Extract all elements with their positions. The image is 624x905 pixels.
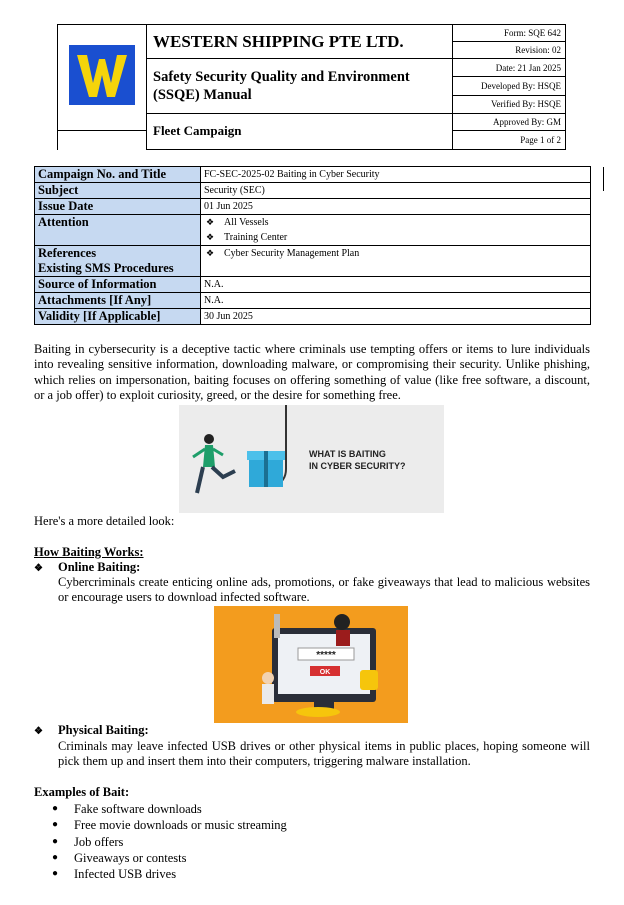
document-header (57, 24, 566, 150)
list-item: ● Free movie downloads or music streaming (52, 818, 287, 833)
subject-label: Subject (35, 183, 201, 199)
attention-label: Attention (35, 215, 201, 246)
detailed-look-text: Here's a more detailed look: (34, 514, 175, 528)
examples-heading: Examples of Bait: (34, 785, 130, 799)
list-item: ● Infected USB drives (52, 867, 177, 882)
bullet-icon: ● (52, 835, 59, 847)
online-baiting-title: ❖ Online Baiting: (34, 560, 141, 574)
list-item: ❖ Cyber Security Management Plan (206, 248, 360, 259)
baiting-illustration (179, 405, 444, 513)
campaign-value: FC-SEC-2025-02 Baiting in Cyber Security (201, 167, 591, 183)
approved-by: Approved By: GM (453, 113, 566, 130)
company-name: WESTERN SHIPPING PTE LTD. (147, 25, 453, 59)
physical-baiting-title: ❖ Physical Baiting: (34, 723, 149, 737)
list-item: ● Job offers (52, 834, 124, 849)
attention-values (201, 215, 591, 246)
image2-ok: OK (319, 669, 331, 676)
references-label-text: References (38, 246, 97, 260)
diamond-bullet-icon: ❖ (206, 232, 215, 242)
attachments-value: N.A. (201, 293, 591, 309)
validity-value: 30 Jun 2025 (201, 309, 591, 325)
campaign-label: Campaign No. and Title (35, 167, 201, 183)
doc-date: Date: 21 Jan 2025 (453, 59, 566, 77)
examples-list (52, 801, 287, 882)
list-item: ❖ Training Center (206, 232, 288, 243)
attachments-label: Attachments [If Any] (35, 293, 201, 309)
diamond-bullet-icon: ❖ (34, 563, 43, 574)
manual-title: Safety Security Quality and Environment (SSQE) Manual (147, 59, 453, 113)
page-number: Page 1 of 2 (453, 130, 566, 149)
how-baiting-heading: How Baiting Works: (34, 545, 144, 559)
references-values (201, 246, 591, 277)
image1-line1: WHAT IS BAITING (309, 449, 386, 459)
image1-line2: IN CYBER SECURITY? (309, 461, 406, 471)
sms-label-text: Existing SMS Procedures (38, 261, 174, 275)
issue-date-value: 01 Jun 2025 (201, 199, 591, 215)
developed-by: Developed By: HSQE (453, 77, 566, 95)
diamond-bullet-icon: ❖ (206, 217, 215, 227)
revision: Revision: 02 (453, 42, 566, 59)
verified-by: Verified By: HSQE (453, 95, 566, 113)
validity-label: Validity [If Applicable] (35, 309, 201, 325)
image2-password: ***** (316, 650, 336, 661)
list-item: ❖ All Vessels (206, 217, 269, 228)
campaign-info-table (34, 166, 591, 325)
intro-paragraph: Baiting in cybersecurity is a deceptive tactic where criminals use tempting offers or items to lure individuals into revealing sensitive information, downloading malware, or compromising their security. Unlike phishing, which relies on impersonation, baiting focuses on offering something of value (like free software, a discount, or a job offer) to exploit curiosity, greed, or the desire for something free. (34, 342, 590, 402)
bullet-icon: ● (52, 803, 59, 814)
diamond-bullet-icon: ❖ (34, 726, 43, 737)
company-logo (69, 45, 135, 105)
list-item: ● Giveaways or contests (52, 850, 187, 865)
list-item: ● Fake software downloads (52, 802, 202, 816)
bullet-icon: ● (52, 868, 59, 880)
bullet-icon: ● (52, 819, 59, 831)
form-number: Form: SQE 642 (453, 25, 566, 42)
physical-baiting-text: Criminals may leave infected USB drives or other physical items in public places, hoping someone will pick them up and insert them into their computers, triggering malware installation. (58, 739, 590, 768)
margin-rule (603, 167, 604, 191)
logo-cell (58, 25, 147, 131)
bullet-icon: ● (52, 851, 59, 863)
online-baiting-text: Cybercriminals create enticing online ads, promotions, or fake giveaways that lead to malicious websites or encourage users to download infected software. (58, 575, 590, 604)
subject-value: Security (SEC) (201, 183, 591, 199)
section-title: Fleet Campaign (147, 113, 453, 149)
source-value: N.A. (201, 277, 591, 293)
source-label: Source of Information (35, 277, 201, 293)
issue-date-label: Issue Date (35, 199, 201, 215)
online-baiting-illustration (214, 606, 408, 723)
references-label (35, 246, 201, 277)
diamond-bullet-icon: ❖ (206, 248, 215, 258)
